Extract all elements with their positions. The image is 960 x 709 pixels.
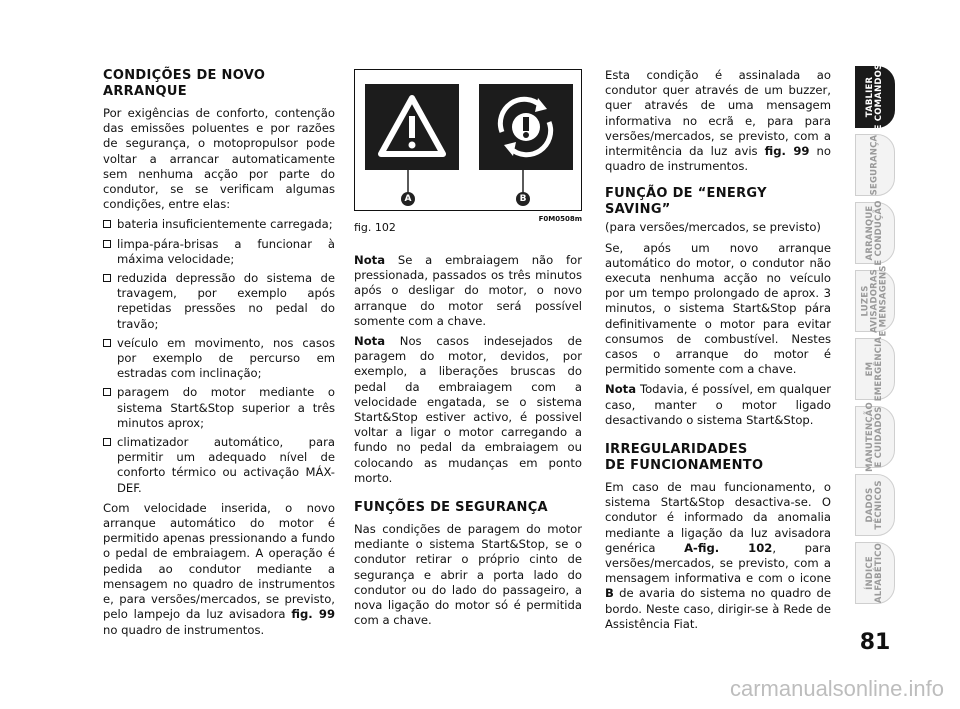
restart-intro: Por exigências de conforto, contenção das emissões poluentes e por razões de segurança, o motopropulsor pode voltar a arrancar automaticamente sem nenhuma acção por parte do condutor, se se verificam algumas condições, entre elas: [103,106,335,212]
section-heading-energy-saving: FUNÇÃO DE “ENERGY SAVING” [605,186,767,218]
note-stall: Nota Nos casos indesejados de paragem do motor, devidos, por exemplo, a liberações bruscas do pedal da embraiagem com a velocidade engatada, se o sistema Start&Stop estiver activo, é possivel voltar a ligar o motor carregando a fundo no pedal da embraiagem ou colocando as mudanças em ponto morto. [354,334,582,485]
list-item: veículo em movimento, nos casos por exemplo de percurso em estradas com inclinação; [103,336,335,382]
tab-arranque-e-conducao[interactable]: ARRANQUE E CONDUÇÃO [855,202,895,264]
note-energy: Nota Todavia, é possível, em qualquer caso, manter o motor ligado desactivando o sistema Start&Stop. [605,382,831,427]
middle-column [354,253,582,633]
tab-tablier-e-comandos[interactable]: TABLIER E COMANDOS [855,66,895,128]
energy-saving-subtitle: (para versões/mercados, se previsto) [605,220,821,235]
list-item: bateria insuficientemente carregada; [103,217,335,232]
tab-luzes-avisadoras[interactable]: LUZES AVISADORAS E MENSAGENS [855,270,895,332]
figure-code: F0M0508m [538,215,582,223]
list-item: climatizador automático, para permitir um adequado nível de conforto térmico ou activação MÁX-DEF. [103,435,335,496]
note-clutch: Nota Se a embraiagem não for pressionada, passados os três minutos após o desligar do motor, o novo arranque do motor será possível somente com a chave. [354,253,582,328]
condition-signal-text: Esta condição é assinalada ao condutor quer através de um buzzer, quer através de uma mensagem informativa no ecrã e, para para versões/mercados, se previsto, com a intermitência da luz avis fig. 99 no quadro de instrumentos. [605,68,831,174]
checkbox-bullet-icon [103,220,111,228]
list-item: reduzida depressão do sistema de travagem, por exemplo após repetidas pressões no pedal do travão; [103,271,335,332]
restart-conditions-list [103,217,335,495]
safety-text: Nas condições de paragem do motor mediante o sistema Start&Stop, se o condutor retirar o próprio cinto de segurança e abrir a porta lado do condutor ou do lado do passageiro, a nova ligação do motor só é permitida com a chave. [354,522,582,628]
section-heading-safety: FUNÇÕES DE SEGURANÇA [354,500,548,516]
figure-caption: fig. 102 F0M0508m [354,215,582,234]
list-item: paragem do motor mediante o sistema Start&Stop superior a três minutos aprox; [103,385,335,431]
list-item: limpa-pára-brisas a funcionar à máxima velocidade; [103,237,335,267]
checkbox-bullet-icon [103,274,111,282]
tab-dados-tecnicos[interactable]: DADOS TÉCNICOS [855,474,895,536]
malfunction-text: Em caso de mau funcionamento, o sistema Start&Stop desactiva-se. O condutor é informado da anomalia mediante a ligação da luz avisadora genérica A-fig. 102, para versões/mercados, se previsto, com a mensagem informativa e com o icone B de avaria do sistema no quadro de bordo. Neste caso, dirigir-se à Rede de Assistência Fiat. [605,480,831,631]
figure-102 [354,69,582,211]
figure-illustration [355,70,581,210]
watermark: carmanualsonline.info [729,676,944,701]
tab-seguranca[interactable]: SEGURANÇA [855,134,895,196]
left-column [103,68,335,643]
callout-label-b: B [516,192,530,206]
checkbox-bullet-icon [103,438,111,446]
right-column [605,68,831,637]
callout-label-a: A [401,192,415,206]
checkbox-bullet-icon [103,240,111,248]
tab-indice-alfabetico[interactable]: ÍNDICE ALFABÉTICO [855,542,895,604]
energy-saving-text: Se, após um novo arranque automático do motor, o condutor não executa nenhuma acção no veículo por um tempo prolongado de aprox. 3 minutos, o sistema Start&Stop pára definitivamente o motor para evitar consumos de combustível. Nestes casos o arranque do motor é permitido somente com a chave. [605,240,831,377]
tab-manutencao-e-cuidados[interactable]: MANUTENÇÃO E CUIDADOS [855,406,895,468]
tab-em-emergencia[interactable]: EM EMERGÊNCIA [855,338,895,400]
restart-closing: Com velocidade inserida, o novo arranque automático do motor é permitido apenas pressionando a fundo o pedal de embraiagem. A operação é pedida ao condutor mediante a mensagem no quadro de instrumentos e, para versões/mercados, se previsto, pelo lampejo da luz avisadora fig. 99 no quadro de instrumentos. [103,500,336,637]
checkbox-bullet-icon [103,339,111,347]
section-heading-malfunction: IRREGULARIDADES DE FUNCIONAMENTO [605,442,764,474]
checkbox-bullet-icon [103,388,111,396]
page-number: 81 [859,630,891,655]
section-heading-restart: CONDIÇÕES DE NOVO ARRANQUE [103,68,266,99]
